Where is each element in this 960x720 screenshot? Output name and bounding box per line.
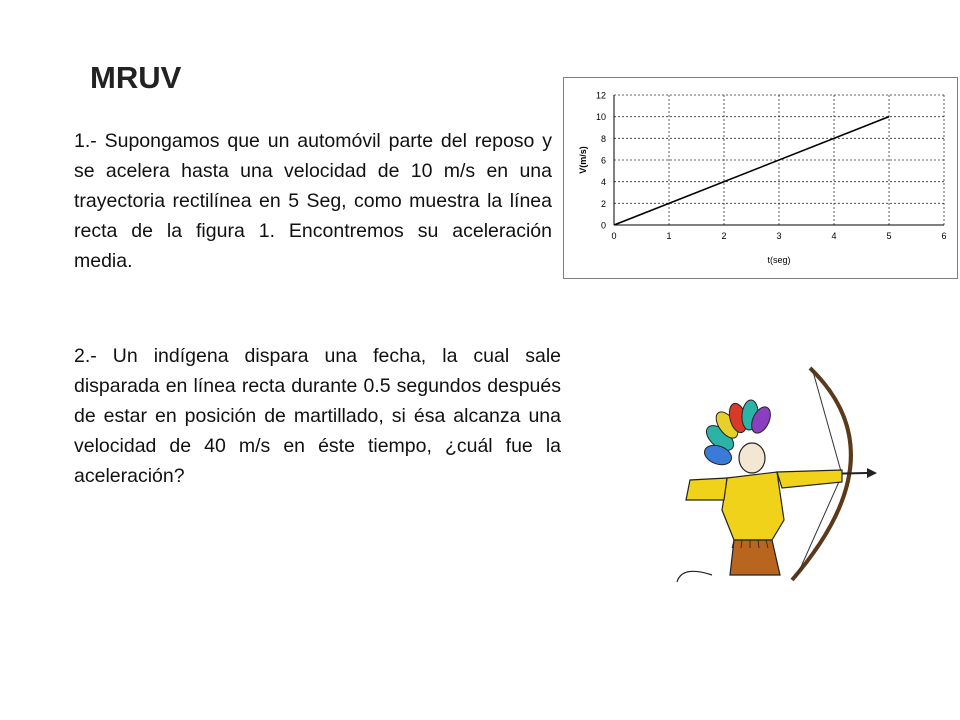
chart-svg bbox=[564, 78, 957, 278]
x-tick-label-2: 2 bbox=[721, 231, 727, 241]
archer-right-arm bbox=[777, 470, 842, 488]
y-tick-label-12: 12 bbox=[595, 90, 606, 101]
problem-2-text: 2.- Un indígena dispara una fecha, la cual sale disparada en línea recta durante 0.5 segundos después de estar en posición de martillado, si ésa alcanza una velocidad de 40 m/s en éste tiempo, ¿cuál fue la aceleración? bbox=[74, 345, 561, 487]
archer-shirt bbox=[722, 472, 784, 540]
series-line-0 bbox=[614, 117, 889, 225]
y-tick-label-6: 6 bbox=[600, 155, 606, 166]
velocity-time-chart bbox=[563, 77, 958, 279]
x-tick-label-1: 1 bbox=[666, 231, 672, 241]
archer-head bbox=[739, 443, 765, 473]
arrowhead bbox=[867, 468, 877, 478]
x-tick-label-0: 0 bbox=[611, 231, 617, 241]
y-axis-label: V(m/s) bbox=[578, 146, 588, 174]
x-tick-label-3: 3 bbox=[776, 231, 782, 241]
x-axis-label: t(seg) bbox=[767, 255, 791, 265]
archer-leg bbox=[677, 571, 712, 582]
archer-left-arm bbox=[686, 478, 727, 500]
y-tick-label-10: 10 bbox=[595, 112, 606, 123]
problem-1-text: 1.- Supongamos que un automóvil parte del reposo y se acelera hasta una velocidad de 10 m/s en una trayectoria rectilínea en 5 Seg, como muestra la línea recta de la figura 1. Encontremos su aceleración media. bbox=[74, 130, 552, 272]
page-title: MRUV bbox=[90, 60, 182, 95]
y-tick-label-2: 2 bbox=[600, 198, 606, 209]
x-tick-label-5: 5 bbox=[886, 231, 892, 241]
archer-skirt bbox=[730, 540, 780, 575]
y-tick-label-4: 4 bbox=[600, 177, 606, 188]
y-tick-label-8: 8 bbox=[600, 133, 606, 144]
y-tick-label-0: 0 bbox=[600, 220, 606, 231]
archer-illustration bbox=[672, 360, 892, 585]
x-tick-label-4: 4 bbox=[831, 231, 837, 241]
x-tick-label-6: 6 bbox=[941, 231, 947, 241]
